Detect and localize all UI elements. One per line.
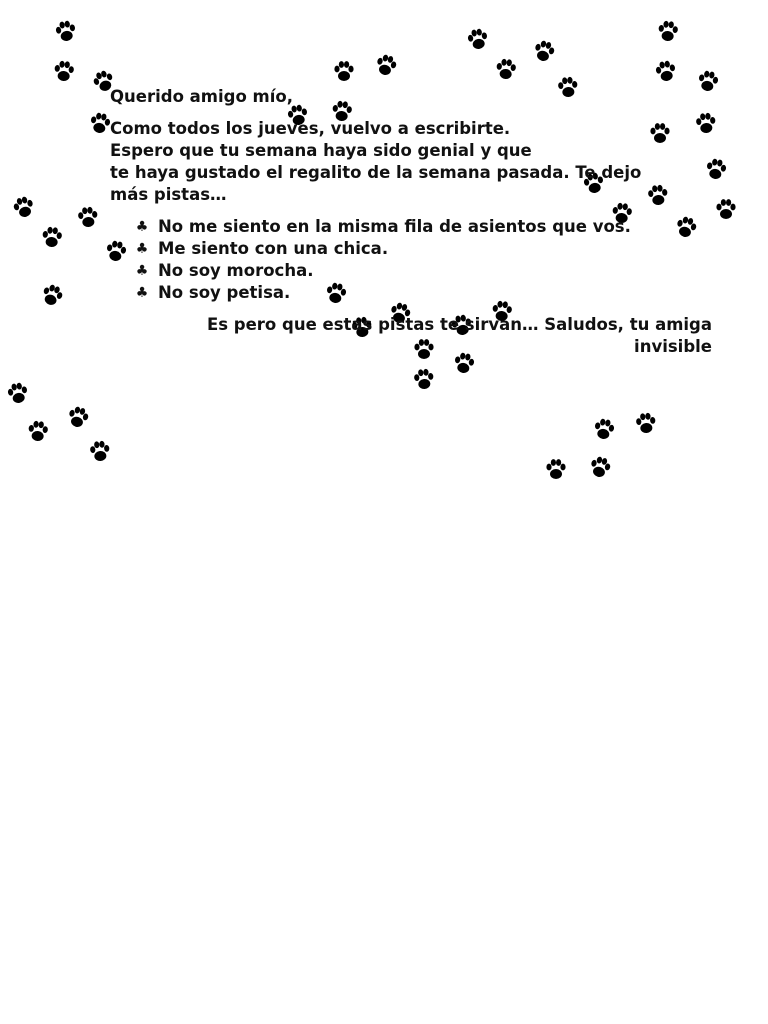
clue-list (110, 216, 712, 304)
paw-print-icon (89, 112, 111, 135)
clue-item (134, 216, 712, 238)
greeting: Querido amigo mío, (110, 87, 293, 106)
clue-text: No me siento en la misma fila de asientos que vos. (158, 217, 631, 236)
paw-print-icon (77, 206, 98, 227)
paw-print-icon (55, 20, 77, 43)
club-icon: ♣ (135, 263, 149, 279)
clue-item (134, 238, 712, 260)
paw-print-icon (66, 405, 90, 429)
paw-print-icon (532, 39, 556, 63)
paw-print-icon (12, 195, 36, 219)
club-icon: ♣ (135, 285, 149, 301)
paw-print-icon (635, 412, 656, 433)
letter-body (110, 118, 712, 206)
paw-print-icon (42, 226, 63, 247)
clue-text: No soy petisa. (158, 283, 291, 302)
body-line: Como todos los jueves, vuelvo a escribirte. (110, 119, 511, 138)
clue-text: Me siento con una chica. (158, 239, 389, 258)
body-line: Espero que tu semana haya sido genial y que (110, 141, 532, 160)
paw-print-icon (716, 199, 735, 219)
paw-print-icon (546, 459, 565, 479)
body-line: te haya gustado el regalito de la semana pasada. Te dejo (110, 163, 642, 182)
closing-signature: Es pero que estas pistas te sirvan… Saludos, tu amiga invisible (206, 315, 712, 356)
letter (110, 86, 712, 358)
paw-print-icon (374, 53, 398, 77)
paw-print-icon (467, 28, 489, 51)
paw-print-icon (593, 418, 615, 441)
paw-print-icon (89, 440, 110, 461)
paw-print-icon (334, 61, 353, 81)
paw-print-icon (655, 60, 677, 83)
club-icon: ♣ (135, 241, 149, 257)
paw-print-icon (28, 420, 49, 441)
club-icon: ♣ (135, 219, 149, 235)
paw-print-icon (588, 455, 612, 479)
paw-print-icon (54, 60, 75, 81)
paw-print-icon (413, 368, 434, 389)
paw-print-icon (7, 382, 29, 405)
body-line: más pistas… (110, 185, 227, 204)
clue-item (134, 260, 712, 282)
paw-print-icon (40, 282, 65, 307)
paw-print-icon (496, 58, 517, 79)
clue-item (134, 282, 712, 304)
paw-print-icon (658, 20, 679, 41)
clue-text: No soy morocha. (158, 261, 314, 280)
